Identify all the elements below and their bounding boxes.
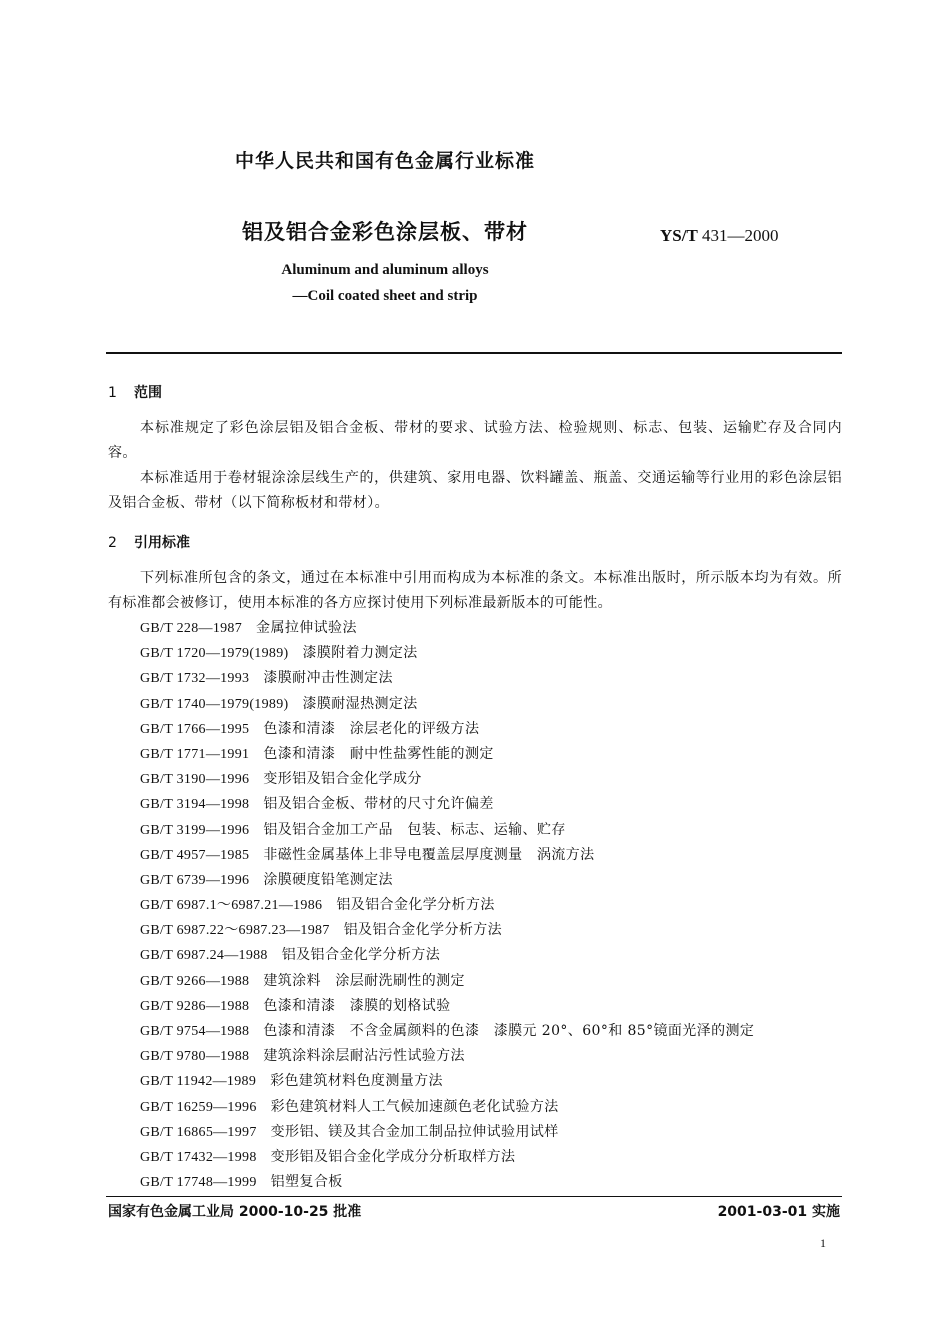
reference-title: 彩色建筑材料色度测量方法 [270, 1073, 443, 1090]
reference-item [140, 717, 754, 742]
reference-code: GB/T 16259—1996 [140, 1099, 257, 1115]
section-2-title: 引用标准 [134, 535, 190, 551]
reference-code: GB/T 17432—1998 [140, 1149, 257, 1165]
reference-code: GB/T 6987.24—1988 [140, 948, 268, 964]
reference-item [140, 616, 754, 641]
reference-item [140, 767, 754, 792]
reference-item [140, 918, 754, 943]
header-divider [106, 352, 842, 354]
reference-item [140, 1095, 754, 1120]
standard-code [660, 226, 779, 246]
reference-item [140, 1019, 754, 1044]
reference-item [140, 868, 754, 893]
reference-title: 铝及铝合金化学分析方法 [343, 922, 503, 939]
reference-code: GB/T 1771—1991 [140, 746, 250, 762]
reference-title: 色漆和清漆 涂层老化的评级方法 [263, 720, 480, 737]
reference-code: GB/T 17748—1999 [140, 1175, 257, 1191]
reference-title: 非磁性金属基体上非导电覆盖层厚度测量 涡流方法 [263, 846, 595, 863]
page-number: 1 [820, 1236, 826, 1250]
reference-code: GB/T 3190—1996 [140, 772, 250, 788]
reference-title: 铝及铝合金化学分析方法 [281, 947, 441, 964]
reference-item [140, 742, 754, 767]
reference-item [140, 1145, 754, 1170]
reference-code: GB/T 9754—1988 [140, 1024, 250, 1039]
reference-title: 建筑涂料 涂层耐洗刷性的测定 [263, 972, 465, 989]
reference-item [140, 994, 754, 1019]
footer-divider [106, 1196, 842, 1197]
reference-item [140, 818, 754, 843]
reference-item [140, 1120, 754, 1145]
reference-code: GB/T 1720—1979(1989) [140, 646, 289, 662]
reference-title: 建筑涂料涂层耐沾污性试验方法 [263, 1048, 465, 1065]
reference-code: GB/T 1732—1993 [140, 671, 250, 687]
reference-title: 变形铝、镁及其合金加工制品拉伸试验用试样 [270, 1123, 559, 1140]
reference-title: 色漆和清漆 耐中性盐雾性能的测定 [263, 745, 494, 762]
reference-code: GB/T 1766—1995 [140, 721, 250, 737]
reference-code: GB/T 11942—1989 [140, 1074, 257, 1090]
normative-references-list [140, 616, 754, 1195]
section-1-title: 范围 [134, 385, 162, 401]
reference-item [140, 843, 754, 868]
standard-code-number: 431—2000 [702, 226, 779, 245]
reference-title: 色漆和清漆 漆膜的划格试验 [263, 997, 451, 1014]
standard-code-prefix: YS/T [660, 226, 698, 245]
reference-title: 色漆和清漆 不含金属颜料的色漆 漆膜元 20°、60°和 85°镜面光泽的测定 [263, 1023, 755, 1039]
reference-item [140, 1044, 754, 1069]
section-2-number: 2 [108, 535, 117, 551]
section-1-number: 1 [108, 385, 117, 401]
english-title-line-2: —Coil coated sheet and strip [292, 288, 478, 304]
reference-code: GB/T 9266—1988 [140, 973, 250, 989]
reference-item [140, 666, 754, 691]
reference-code: GB/T 228—1987 [140, 621, 243, 636]
approval-statement: 国家有色金属工业局 2000-10-25 批准 [108, 1204, 362, 1220]
section-1-paragraph-1: 本标准规定了彩色涂层铝及铝合金板、带材的要求、试验方法、检验规则、标志、包装、运输贮存及合同内容。 [108, 420, 842, 461]
reference-title: 铝塑复合板 [270, 1174, 343, 1191]
reference-title: 漆膜耐湿热测定法 [302, 695, 418, 712]
reference-item [140, 792, 754, 817]
section-1-heading [108, 382, 162, 402]
reference-code: GB/T 3199—1996 [140, 822, 250, 838]
reference-item [140, 893, 754, 918]
reference-code: GB/T 1740—1979(1989) [140, 696, 289, 712]
reference-title: 变形铝及铝合金化学成分 [263, 771, 422, 788]
section-2-intro: 下列标准所包含的条文，通过在本标准中引用而构成为本标准的条文。本标准出版时，所示版本均为有效。所有标准都会被修订，使用本标准的各方应探讨使用下列标准最新版本的可能性。 [108, 570, 842, 611]
issuing-organization: 中华人民共和国有色金属行业标准 [234, 150, 535, 172]
reference-item [140, 692, 754, 717]
reference-code: GB/T 9286—1988 [140, 998, 250, 1014]
reference-code: GB/T 6987.1～6987.21—1986 [140, 898, 323, 914]
reference-title: 铝及铝合金化学分析方法 [336, 897, 495, 914]
reference-title: 漆膜附着力测定法 [302, 645, 418, 662]
english-title-line-1: Aluminum and aluminum alloys [281, 262, 489, 278]
reference-code: GB/T 4957—1985 [140, 847, 250, 863]
section-2-heading [108, 532, 190, 552]
reference-code: GB/T 6739—1996 [140, 872, 250, 888]
reference-item [140, 969, 754, 994]
reference-item [140, 641, 754, 666]
reference-item [140, 943, 754, 968]
document-title: 铝及铝合金彩色涂层板、带材 [242, 220, 528, 244]
implementation-date: 2001-03-01 实施 [717, 1204, 840, 1220]
reference-title: 漆膜耐冲击性测定法 [263, 670, 393, 687]
reference-title: 涂膜硬度铅笔测定法 [263, 871, 393, 888]
reference-title: 彩色建筑材料人工气候加速颜色老化试验方法 [270, 1098, 559, 1115]
reference-title: 铝及铝合金加工产品 包装、标志、运输、贮存 [263, 821, 566, 838]
reference-code: GB/T 16865—1997 [140, 1124, 257, 1140]
reference-code: GB/T 3194—1998 [140, 797, 250, 813]
reference-item [140, 1170, 754, 1195]
reference-title: 铝及铝合金板、带材的尺寸允许偏差 [263, 796, 494, 813]
reference-code: GB/T 9780—1988 [140, 1049, 250, 1065]
reference-code: GB/T 6987.22～6987.23—1987 [140, 923, 330, 939]
reference-title: 金属拉伸试验法 [256, 620, 357, 636]
section-1-paragraph-2: 本标准适用于卷材辊涂涂层线生产的，供建筑、家用电器、饮料罐盖、瓶盖、交通运输等行业用的彩色涂层铝及铝合金板、带材（以下简称板材和带材）。 [108, 470, 842, 511]
reference-item [140, 1069, 754, 1094]
reference-title: 变形铝及铝合金化学成分分析取样方法 [270, 1148, 516, 1165]
